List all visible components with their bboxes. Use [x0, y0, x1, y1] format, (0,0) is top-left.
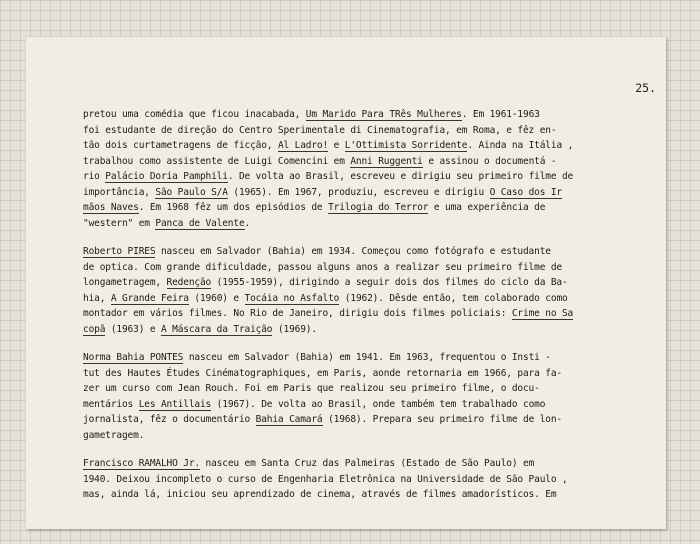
- text-segment: . Em 1961-1963: [461, 109, 540, 120]
- underlined-title: Crime no Sa: [511, 308, 574, 319]
- text-segment: (1963) e: [105, 323, 161, 335]
- text-line: [83, 216, 643, 232]
- text-segment: tut des Hautes Études Cinématographiques, em Paris, aonde retornaria em 1966, para fa-: [83, 367, 562, 379]
- text-line: [83, 472, 643, 488]
- text-segment: zer um curso com Jean Rouch. Foi em Paris que realizou seu primeiro filme, o docu-: [83, 383, 540, 394]
- underlined-title: Redenção: [166, 277, 212, 288]
- underlined-title: O Caso dos Ir: [489, 186, 562, 198]
- text-segment: . Em 1968 fêz um dos episódios de: [138, 202, 329, 213]
- text-line: [83, 107, 643, 123]
- underlined-title: Les Antillais: [138, 398, 212, 410]
- underlined-title: Trilogia do Terror: [328, 202, 429, 213]
- text-line: [83, 154, 643, 170]
- text-line: [83, 412, 643, 428]
- underlined-title: A Máscara da Traição: [160, 323, 273, 335]
- underlined-title: Panca de Valente: [155, 217, 245, 229]
- text-line: [83, 322, 643, 338]
- text-line: [83, 275, 643, 291]
- paragraph: [83, 107, 643, 231]
- text-line: [83, 487, 643, 503]
- text-segment: gametragem.: [83, 429, 145, 441]
- paragraph: [83, 244, 643, 337]
- text-segment: hia,: [83, 292, 111, 304]
- text-line: [83, 138, 643, 154]
- text-segment: . De volta ao Brasil, escreveu e dirigiu seu primeiro filme de: [227, 171, 574, 182]
- text-segment: mas, ainda lá, iniciou seu aprendizado de cinema, através de filmes amadorísticos. Em: [83, 489, 557, 500]
- text-segment: e assinou o documentá -: [422, 155, 557, 167]
- text-segment: tão dois curtametragens de ficção,: [83, 140, 278, 151]
- underlined-title: Anni Ruggenti: [350, 155, 423, 167]
- text-segment: (1955-1959), dirigindo a seguir dois dos filmes do ciclo da Ba-: [211, 277, 568, 288]
- text-segment: trabalhou como assistente de Luigi Comencini em: [83, 155, 351, 167]
- text-line: [83, 306, 643, 322]
- underlined-title: mãos Naves: [83, 202, 139, 213]
- paragraph: [83, 456, 643, 503]
- text-line: [83, 397, 643, 413]
- text-segment: e uma experiência de: [428, 202, 546, 213]
- text-segment: longametragem,: [83, 277, 167, 288]
- text-line: [83, 350, 643, 366]
- text-segment: (1968). Prepara seu primeiro filme de lon-: [322, 414, 562, 425]
- document-page: [26, 37, 666, 529]
- text-line: [83, 456, 643, 472]
- text-segment: (1965). Em 1967, produziu, escreveu e dirigiu: [227, 186, 490, 198]
- text-line: [83, 428, 643, 444]
- underlined-title: Norma Bahia PONTES: [83, 352, 184, 363]
- underlined-title: Al Ladro!: [277, 140, 329, 151]
- text-segment: "western" em: [83, 217, 156, 229]
- text-line: [83, 244, 643, 260]
- text-segment: (1967). De volta ao Brasil, onde também tem trabalhado como: [211, 398, 546, 410]
- text-line: [83, 169, 643, 185]
- underlined-title: São Paulo S/A: [155, 186, 228, 198]
- document-body: [83, 107, 643, 516]
- text-segment: (1962). Dêsde então, tem colaborado como: [339, 292, 568, 304]
- text-segment: montador em vários filmes. No Rio de Janeiro, dirigiu dois filmes policiais:: [83, 308, 512, 319]
- underlined-title: Tocáia no Asfalto: [244, 292, 340, 304]
- underlined-title: Um Marido Para TRês Mulheres: [305, 109, 462, 120]
- text-segment: de optica. Com grande dificuldade, passou alguns anos a realizar seu primeiro filme de: [83, 261, 562, 273]
- underlined-title: Palácio Doria Pamphili: [105, 171, 228, 182]
- text-line: [83, 291, 643, 307]
- text-segment: . Ainda na Itália ,: [467, 140, 574, 151]
- text-segment: nasceu em Salvador (Bahia) em 1934. Começou como fotógrafo e estudante: [155, 246, 551, 257]
- text-segment: (1960) e: [188, 292, 245, 304]
- text-segment: nasceu em Santa Cruz das Palmeiras (Estado de São Paulo) em: [199, 458, 535, 469]
- text-segment: (1969).: [272, 323, 317, 335]
- text-line: [83, 366, 643, 382]
- text-line: [83, 381, 643, 397]
- text-segment: foi estudante de direção do Centro Sperimentale di Cinematografia, em Roma, e fêz en-: [83, 124, 557, 136]
- page-number: 25.: [635, 81, 656, 95]
- text-segment: mentários: [83, 398, 139, 410]
- text-line: [83, 123, 643, 139]
- underlined-title: Francisco RAMALHO Jr.: [83, 458, 200, 469]
- underlined-title: copã: [83, 323, 106, 335]
- text-segment: importância,: [83, 186, 156, 198]
- paragraph: [83, 350, 643, 443]
- text-segment: jornalista, fêz o documentário: [83, 414, 256, 425]
- underlined-title: A Grande Feira: [110, 292, 189, 304]
- text-line: [83, 200, 643, 216]
- text-segment: rio: [83, 171, 106, 182]
- text-segment: 1940. Deixou incompleto o curso de Engenharia Eletrônica na Universidade de São Paulo ,: [83, 473, 568, 485]
- text-segment: nasceu em Salvador (Bahia) em 1941. Em 1963, frequentou o Insti -: [183, 352, 551, 363]
- underlined-title: Roberto PIRES: [83, 246, 156, 257]
- text-segment: e: [328, 140, 345, 151]
- underlined-title: Bahia Camará: [255, 414, 323, 425]
- text-segment: pretou uma comédia que ficou inacabada,: [83, 109, 306, 120]
- text-line: [83, 185, 643, 201]
- underlined-title: L'Ottimista Sorridente: [344, 140, 468, 151]
- text-segment: .: [244, 217, 251, 229]
- text-line: [83, 260, 643, 276]
